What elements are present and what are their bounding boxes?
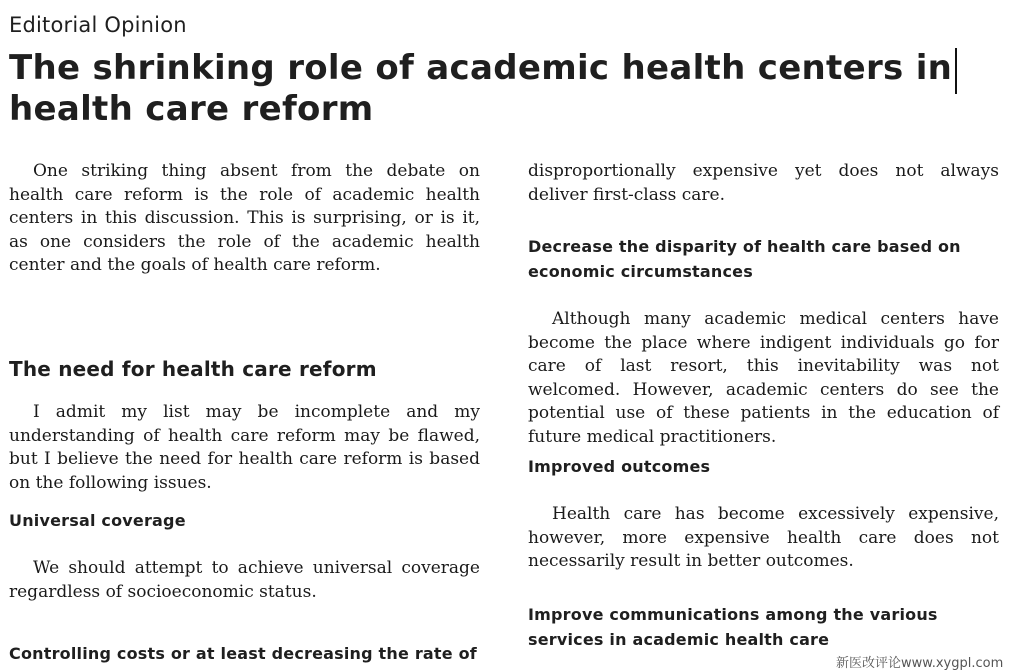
heading-decrease-disparity: Decrease the disparity of health care based on economic circumstances xyxy=(528,237,961,281)
need-paragraph: I admit my list may be incomplete and my understanding of health care reform may be flawed, but I believe the need for health care reform is based on the following issues. xyxy=(9,402,480,493)
article-title: The shrinking role of academic health centers in health care reform xyxy=(9,48,953,129)
continuation-paragraph: disproportionally expensive yet does not always deliver first-class care. xyxy=(528,161,999,205)
watermark: 新医改评论www.xygpl.com xyxy=(836,656,1004,671)
heading-need-for-reform: The need for health care reform xyxy=(9,357,377,381)
disparity-paragraph: Although many academic medical centers have become the place where indigent individuals go for care of last resort, this inevitability was not welcomed. However, academic centers do see the potential use of these patients in the education of future medical practitioners. xyxy=(528,309,999,447)
universal-paragraph: We should attempt to achieve universal coverage regardless of socioeconomic status. xyxy=(9,558,480,602)
outcomes-paragraph: Health care has become excessively expensive, however, more expensive health care does not necessarily result in better outcomes. xyxy=(528,504,999,571)
heading-universal-coverage: Universal coverage xyxy=(9,511,186,530)
heading-improved-outcomes: Improved outcomes xyxy=(528,457,711,476)
section-label: Editorial Opinion xyxy=(9,13,187,37)
intro-paragraph: One striking thing absent from the debate on health care reform is the role of academic health centers in this discussion. This is surprising, or is it, as one considers the role of the academic health center and the goals of health care reform. xyxy=(9,161,480,275)
heading-improve-communications: Improve communications among the various services in academic health care xyxy=(528,605,938,649)
text-cursor xyxy=(955,48,957,94)
heading-controlling-costs: Controlling costs or at least decreasing the rate of xyxy=(9,644,477,663)
